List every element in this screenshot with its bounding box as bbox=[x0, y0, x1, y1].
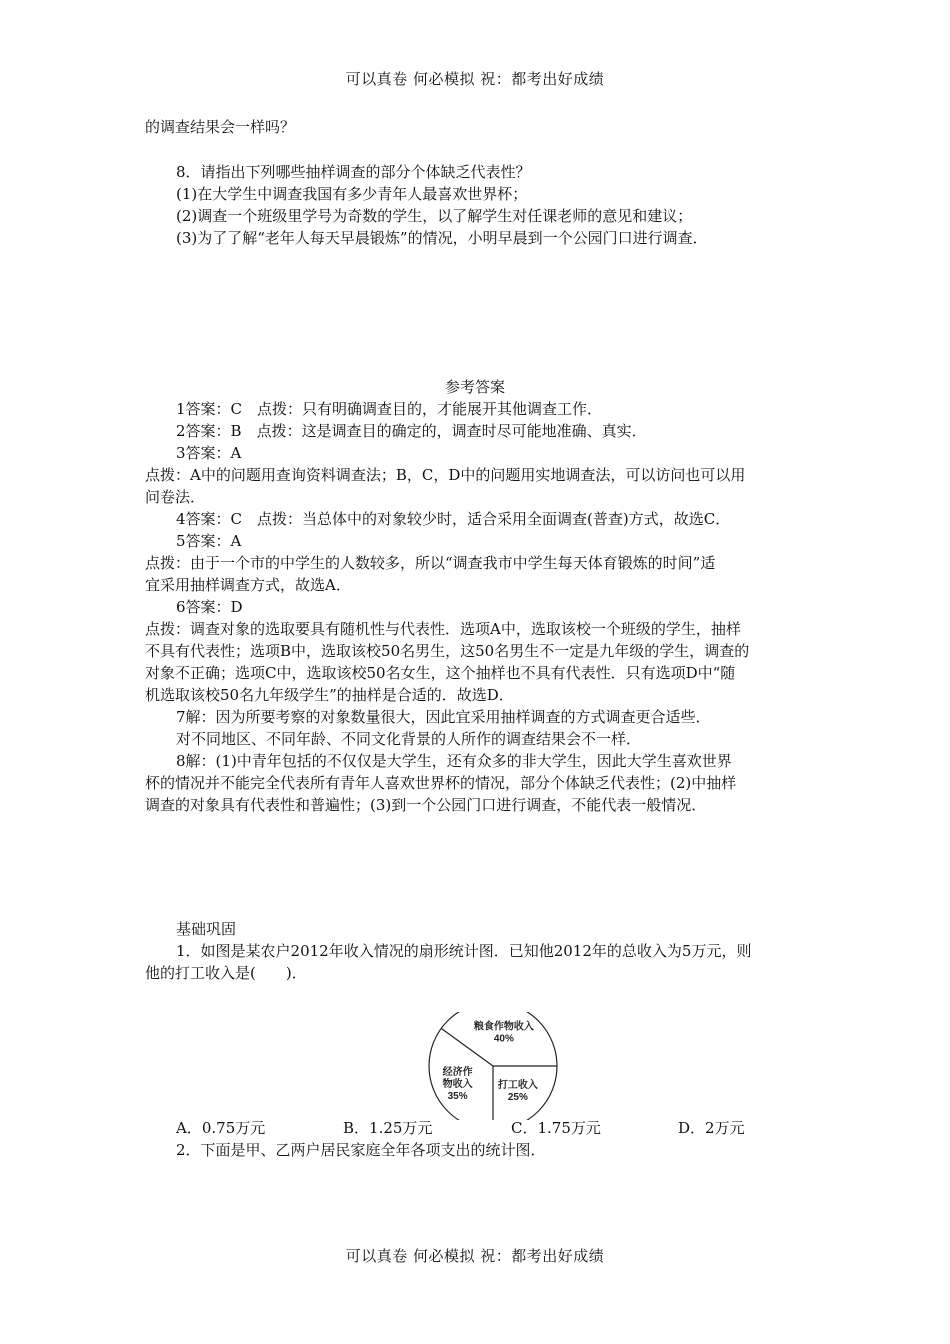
question-1-line-2: 他的打工收入是( )． bbox=[145, 964, 307, 982]
pie-slice-label: 经济作 bbox=[442, 1067, 473, 1079]
answer-line: 不具有代表性；选项B中，选取该校50名男生，这50名男生不一定是九年级的学生，调查的 bbox=[145, 642, 750, 660]
answer-line: 5答案：A bbox=[176, 532, 242, 550]
answer-line: 对象不正确；选项C中，选取该校50名女生，这个抽样也不具有代表性．只有选项D中“随 bbox=[145, 664, 736, 682]
answer-line: 7解：因为所要考察的对象数量很大，因此宜采用抽样调查的方式调查更合适些． bbox=[176, 708, 711, 726]
continued-question-text: 的调查结果会一样吗？ bbox=[145, 118, 296, 136]
answer-line: 3答案：A bbox=[176, 444, 242, 462]
question-8-item-1: (1)在大学生中调查我国有多少青年人最喜欢世界杯； bbox=[176, 185, 528, 203]
answer-line: 问卷法． bbox=[145, 488, 206, 506]
answer-line: 点拨：由于一个市的中学生的人数较多，所以“调查我市中学生每天体育锻炼的时间”适 bbox=[145, 554, 716, 572]
option-a: A．0.75万元 bbox=[176, 1119, 266, 1137]
question-1-line-1: 1．如图是某农户2012年收入情况的扇形统计图．已知他2012年的总收入为5万元，则 bbox=[176, 942, 752, 960]
section-title-basics: 基础巩固 bbox=[176, 920, 237, 938]
question-8-item-2: (2)调查一个班级里学号为奇数的学生，以了解学生对任课老师的意见和建议； bbox=[176, 207, 693, 225]
answer-line: 杯的情况并不能完全代表所有青年人喜欢世界杯的情况，部分个体缺乏代表性；(2)中抽样 bbox=[145, 774, 737, 792]
page-footer: 可以真卷 何必模拟 祝：都考出好成绩 bbox=[345, 1247, 605, 1265]
answer-line: 点拨：调查对象的选取要具有随机性与代表性．选项A中，选取该校一个班级的学生，抽样 bbox=[145, 620, 741, 638]
answer-line: 8解：(1)中青年包括的不仅仅是大学生，还有众多的非大学生，因此大学生喜欢世界 bbox=[176, 752, 732, 770]
pie-slice-label: 25% bbox=[507, 1091, 528, 1103]
page-header: 可以真卷 何必模拟 祝：都考出好成绩 bbox=[345, 70, 605, 88]
answer-line: 调查的对象具有代表性和普遍性；(3)到一个公园门口进行调查，不能代表一般情况． bbox=[145, 796, 707, 814]
answer-line: 2答案：B 点拨：这是调查目的确定的，调查时尽可能地准确、真实． bbox=[176, 422, 647, 440]
option-d: D．2万元 bbox=[678, 1119, 745, 1137]
answers-title: 参考答案 bbox=[444, 378, 505, 396]
income-pie-chart bbox=[420, 1012, 570, 1120]
pie-slice-label: 40% bbox=[493, 1033, 514, 1045]
answer-line: 点拨：A中的问题用查询资料调查法；B，C，D中的问题用实地调查法，可以访问也可以用 bbox=[145, 466, 746, 484]
answer-line: 6答案：D bbox=[176, 598, 243, 616]
answer-line: 对不同地区、不同年龄、不同文化背景的人所作的调查结果会不一样． bbox=[176, 730, 642, 748]
pie-slice-label: 物收入 bbox=[442, 1079, 473, 1091]
pie-slice-label: 打工收入 bbox=[497, 1079, 538, 1091]
answer-line: 4答案：C 点拨：当总体中的对象较少时，适合采用全面调查(普查)方式，故选C． bbox=[176, 510, 731, 528]
pie-slice-label: 35% bbox=[447, 1091, 468, 1103]
answer-line: 机选取该校50名九年级学生”的抽样是合适的．故选D． bbox=[145, 686, 514, 704]
question-2: 2．下面是甲、乙两户居民家庭全年各项支出的统计图． bbox=[176, 1141, 546, 1159]
option-c: C．1.75万元 bbox=[511, 1119, 601, 1137]
answer-line: 宜采用抽样调查方式，故选A． bbox=[145, 576, 351, 594]
question-8: 8．请指出下列哪些抽样调查的部分个体缺乏代表性？ bbox=[176, 163, 531, 181]
question-8-item-3: (3)为了了解“老年人每天早晨锻炼”的情况，小明早晨到一个公园门口进行调查． bbox=[176, 229, 708, 247]
pie-slice-label: 粮食作物收入 bbox=[473, 1021, 534, 1033]
answer-line: 1答案：C 点拨：只有明确调查目的，才能展开其他调查工作． bbox=[176, 400, 603, 418]
option-b: B．1.25万元 bbox=[343, 1119, 433, 1137]
